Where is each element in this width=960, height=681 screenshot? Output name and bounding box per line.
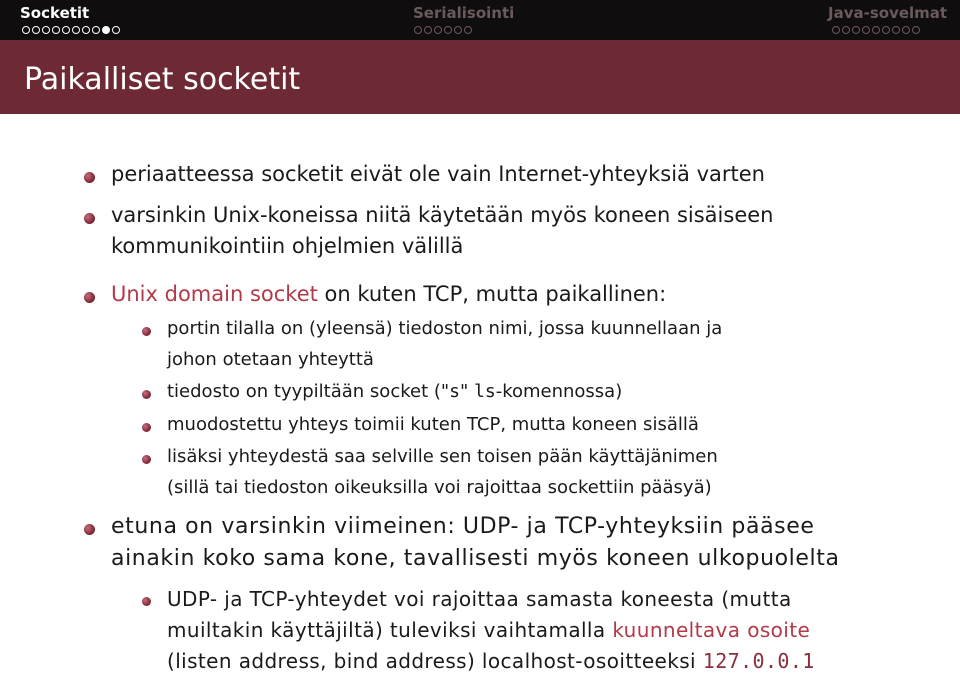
nav-frame-dot[interactable] — [22, 26, 30, 34]
text-run: (listen address, bind address) localhost-osoitteeksi — [167, 649, 703, 673]
nav-frame-dot[interactable] — [72, 26, 80, 34]
nav-frame-dot[interactable] — [112, 26, 120, 34]
text-run: tiedosto on tyypiltään socket (" — [167, 381, 450, 402]
bullet-item-text: periaatteessa socketit eivät ole vain Internet-yhteyksiä varten — [111, 162, 765, 186]
nav-frame-dot[interactable] — [444, 26, 452, 34]
sub-bullet-icon — [142, 455, 151, 464]
nav-frame-dot[interactable] — [82, 26, 90, 34]
nav-frame-dot[interactable] — [32, 26, 40, 34]
nav-frame-dot[interactable] — [464, 26, 472, 34]
nav-section-java-sovelmat[interactable]: Java-sovelmat — [828, 4, 948, 22]
nav-frame-dot[interactable] — [842, 26, 850, 34]
slide-title: Paikalliset socketit — [24, 62, 301, 97]
nav-section-serialisointi[interactable]: Serialisointi — [413, 4, 515, 22]
nav-frame-dot[interactable] — [832, 26, 840, 34]
nav-frame-dot[interactable] — [862, 26, 870, 34]
sub-item-text — [167, 381, 622, 402]
sub-item-text: (sillä tai tiedoston oikeuksilla voi rajoittaa sockettiin pääsyä) — [167, 477, 712, 498]
bullet-icon — [84, 524, 95, 535]
sub-item-text: lisäksi yhteydestä saa selville sen toisen pään käyttäjänimen — [167, 446, 718, 467]
sub-item-text: UDP- ja TCP-yhteydet voi rajoittaa samasta koneesta (mutta — [167, 587, 792, 611]
sub-bullet-icon — [142, 597, 151, 606]
code-ls: ls — [474, 381, 496, 402]
bullet-icon — [84, 172, 95, 183]
text-run: muiltakin käyttäjiltä) tuleviksi vaihtamalla — [167, 618, 613, 642]
bullet-icon — [84, 213, 95, 224]
bullet-item-text: varsinkin Unix-koneissa niitä käytetään myös koneen sisäiseen — [111, 203, 774, 227]
nav-frame-dot-current[interactable] — [102, 26, 110, 34]
nav-frame-dot[interactable] — [434, 26, 442, 34]
nav-frame-dot[interactable] — [882, 26, 890, 34]
bullet-item-text: ainakin koko sama kone, tavallisesti myös koneen ulkopuolelta — [111, 546, 840, 571]
nav-frame-dot[interactable] — [42, 26, 50, 34]
text-run: " — [460, 381, 475, 402]
bullet-item-text — [111, 282, 666, 306]
bullet-item-text: kommunikointiin ohjelmien välillä — [111, 234, 464, 258]
localhost-address-code: 127.0.0.1 — [702, 649, 815, 673]
highlight-term: Unix domain socket — [111, 282, 318, 306]
sub-bullet-icon — [142, 390, 151, 399]
sub-item-text: portin tilalla on (yleensä) tiedoston nimi, jossa kuunnellaan ja — [167, 318, 723, 339]
nav-frame-dot[interactable] — [424, 26, 432, 34]
sub-item-text — [167, 649, 815, 673]
bullet-icon — [84, 292, 95, 303]
code-s: s — [449, 381, 460, 402]
nav-frame-dot[interactable] — [852, 26, 860, 34]
nav-frame-dot[interactable] — [872, 26, 880, 34]
sub-item-text: muodostettu yhteys toimii kuten TCP, mutta koneen sisällä — [167, 414, 699, 435]
nav-frame-dot[interactable] — [62, 26, 70, 34]
sub-bullet-icon — [142, 327, 151, 336]
navigation-bar — [0, 0, 960, 40]
nav-frame-dot[interactable] — [902, 26, 910, 34]
nav-frame-dot[interactable] — [892, 26, 900, 34]
sub-item-text: johon otetaan yhteyttä — [167, 349, 374, 370]
highlight-term: kuunneltava osoite — [612, 618, 811, 642]
text-run: on kuten TCP, mutta paikallinen: — [317, 282, 667, 306]
nav-frame-dot[interactable] — [52, 26, 60, 34]
nav-frame-dot[interactable] — [414, 26, 422, 34]
bullet-item-text: etuna on varsinkin viimeinen: UDP- ja TCP-yhteyksiin pääsee — [111, 514, 815, 539]
nav-frame-dot[interactable] — [92, 26, 100, 34]
nav-section-socketit[interactable]: Socketit — [20, 4, 90, 22]
sub-item-text — [167, 618, 810, 642]
sub-bullet-icon — [142, 423, 151, 432]
text-run: -komennossa) — [495, 381, 623, 402]
nav-frame-dot[interactable] — [912, 26, 920, 34]
nav-frame-dot[interactable] — [454, 26, 462, 34]
